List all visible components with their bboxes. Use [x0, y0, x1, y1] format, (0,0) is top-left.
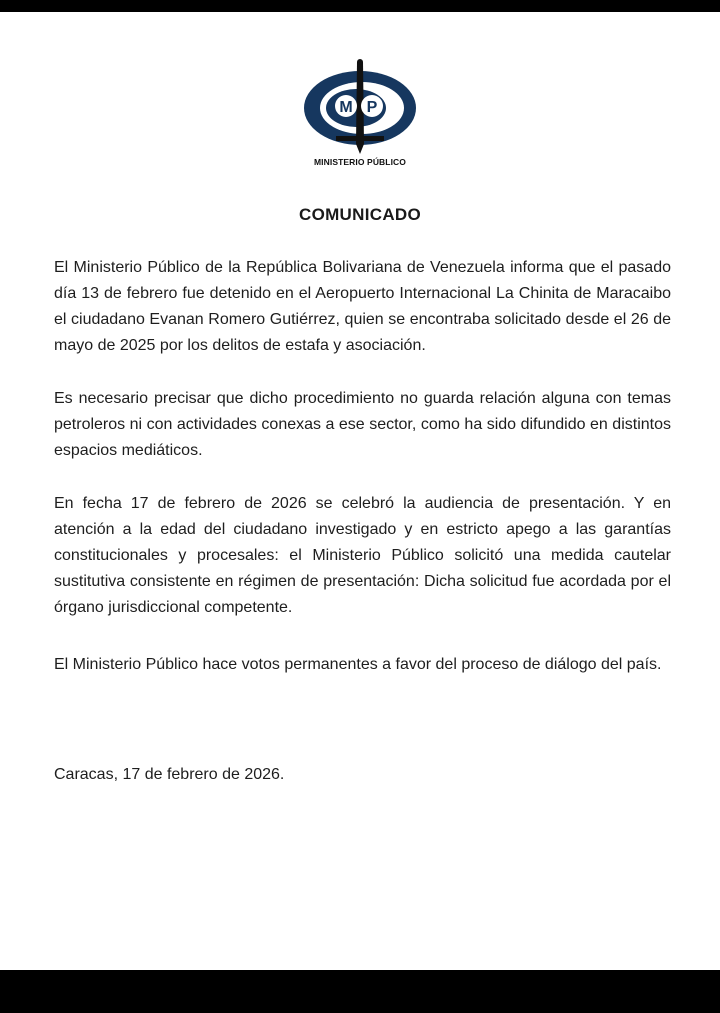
document-title: COMUNICADO	[299, 205, 421, 224]
bottom-black-bar	[0, 970, 720, 1013]
paragraph-4: El Ministerio Público hace votos permanentes a favor del proceso de diálogo del país.	[54, 656, 662, 673]
document-page	[0, 12, 720, 970]
top-black-bar	[0, 0, 720, 12]
institution-name: MINISTERIO PÚBLICO	[314, 157, 406, 167]
logo-sword-pommel	[357, 59, 363, 65]
logo-sword-guard	[336, 136, 384, 141]
ministerio-publico-logo	[290, 56, 430, 172]
mp-sword-emblem-icon	[300, 56, 420, 160]
logo-letter-p: P	[366, 99, 378, 116]
paragraph-2: Es necesario precisar que dicho procedimiento no guarda relación alguna con temas petroleros ni con actividades conexas a ese sector, como ha sido difundido en distintos espacios mediáticos.	[54, 390, 671, 459]
paragraph-3: En fecha 17 de febrero de 2026 se celebró la audiencia de presentación. Y en atención a la edad del ciudadano investigado y en estricto apego a las garantías constitucionales y procesales: el Ministerio Público solicitó una medida cautelar sustitutiva consistente en régimen de presentación: Dicha solicitud fue acordada por el órgano jurisdiccional competente.	[54, 495, 671, 616]
closing-place-date: Caracas, 17 de febrero de 2026.	[54, 766, 285, 783]
logo-letter-m: M	[339, 99, 353, 116]
paragraph-1: El Ministerio Público de la República Bolivariana de Venezuela informa que el pasado día 13 de febrero fue detenido en el Aeropuerto Internacional La Chinita de Maracaibo el ciudadano Evanan Romero Gutiérrez, quien se encontraba solicitado desde el 26 de mayo de 2025 por los delitos de estafa y asociación.	[54, 259, 671, 354]
